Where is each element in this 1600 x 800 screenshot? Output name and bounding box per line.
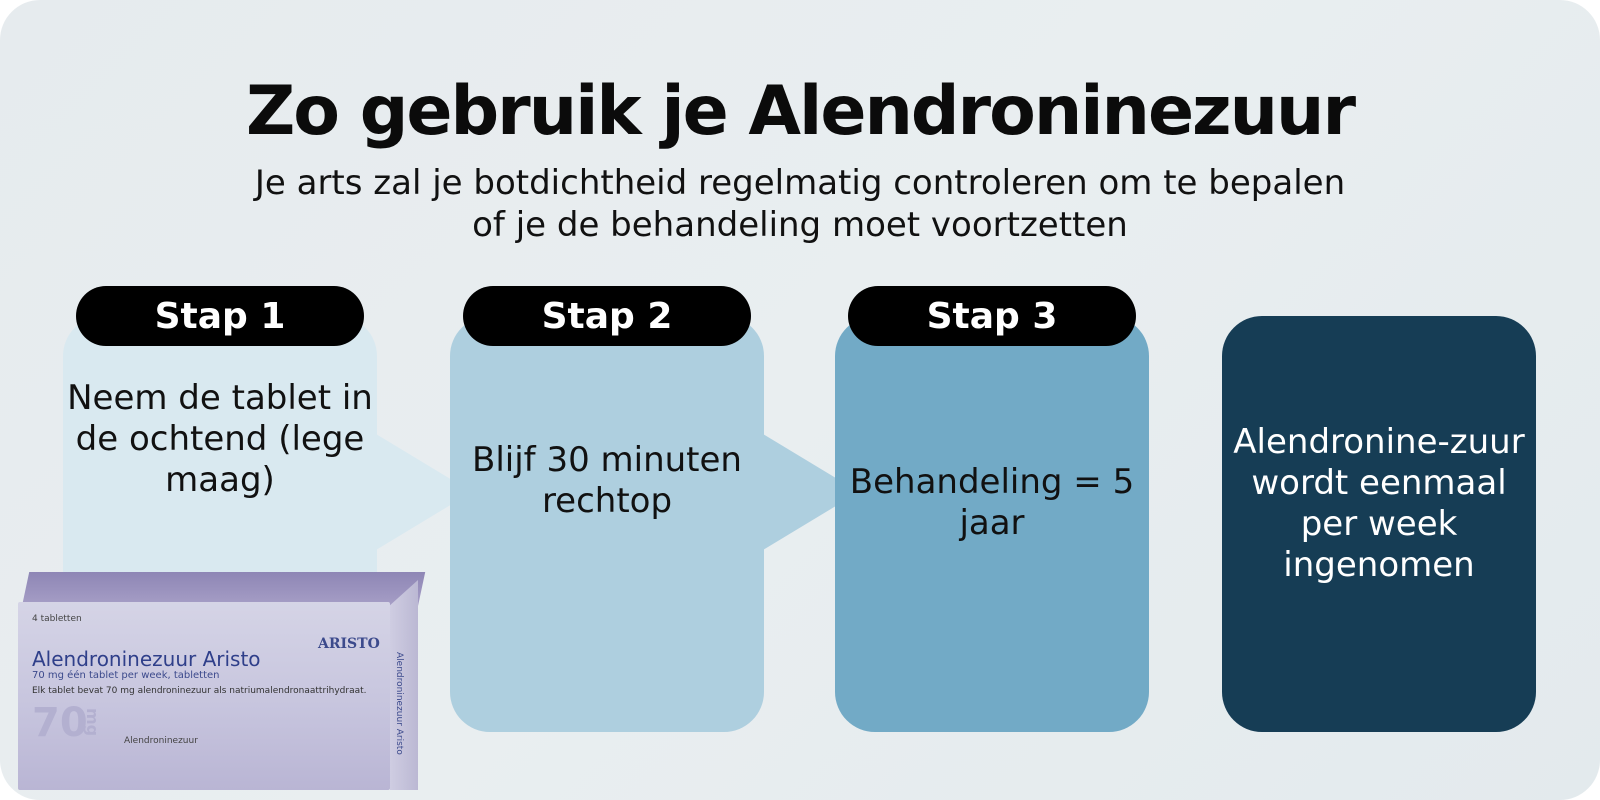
package-content: Elk tablet bevat 70 mg alendroninezuur als natriumalendronaattrihydraat. (32, 686, 367, 696)
package-unit: mg (83, 708, 102, 737)
package-name: Alendroninezuur Aristo (32, 647, 261, 671)
package-dose: 70 mg één tablet per week, tabletten (32, 670, 220, 681)
step-2-card (450, 316, 764, 732)
package-side-text: Alendroninezuur Aristo (394, 652, 404, 755)
package-top (22, 572, 425, 606)
step-2-text: Blijf 30 minuten rechtop (472, 440, 742, 521)
package-brand-logo: ARISTO (318, 636, 380, 652)
info-card-text: Alendronine-zuur wordt eenmaal per week ingenomen (1233, 422, 1525, 585)
step-2-label: Stap 2 (463, 286, 751, 346)
page-subtitle: Je arts zal je botdichtheid regelmatig controleren om te bepalen of je de behandeling moet voortzetten (254, 163, 1346, 245)
step-3-text: Behandeling = 5 jaar (849, 462, 1135, 543)
package-count: 4 tabletten (32, 614, 82, 624)
package-strength: 70 (32, 700, 88, 746)
step-1-label: Stap 1 (76, 286, 364, 346)
package-generic: Alendroninezuur (124, 736, 198, 746)
package-front (18, 602, 390, 790)
medication-package (18, 572, 418, 792)
page-title: Zo gebruik je Alendroninezuur (246, 72, 1354, 151)
step-1-text: Neem de tablet in de ochtend (lege maag) (67, 378, 373, 500)
step-3-label: Stap 3 (848, 286, 1136, 346)
